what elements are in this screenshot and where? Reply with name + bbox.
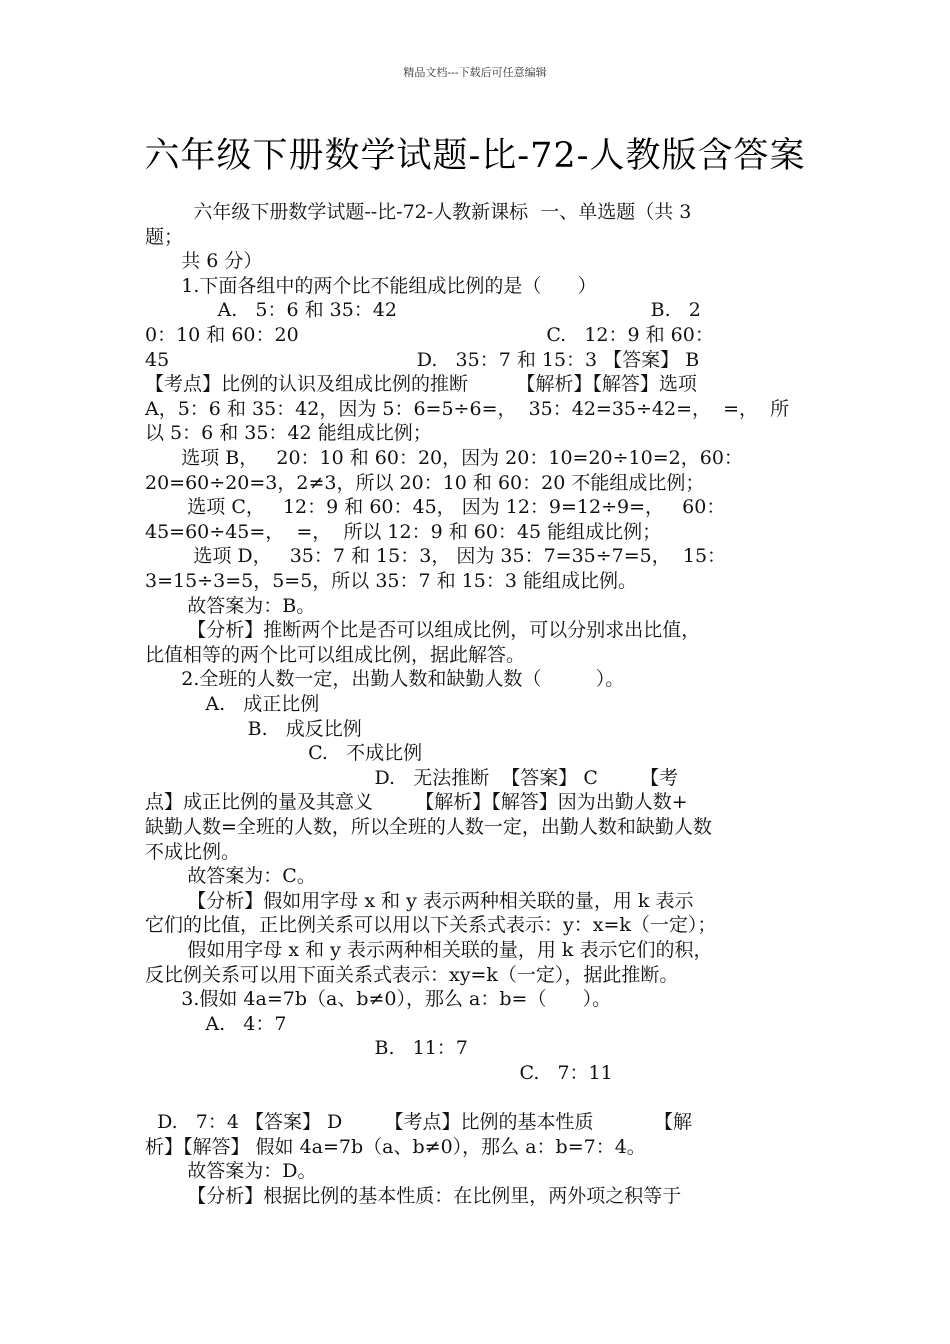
body-line: 故答案为：D。 bbox=[145, 1160, 317, 1183]
body-line: 题； bbox=[145, 225, 184, 248]
body-line: 点】成正比例的量及其意义 【解析】【解答】因为出勤人数+ bbox=[145, 791, 688, 814]
body-line: 析】【解答】 假如 4a=7b（a、b≠0），那么 a：b=7：4。 bbox=[145, 1135, 646, 1158]
body-line: B. 成反比例 bbox=[145, 717, 362, 740]
body-line: 以 5：6 和 35：42 能组成比例； bbox=[145, 422, 432, 445]
body-line: 3=15÷3=5，5=5，所以 35：7 和 15：3 能组成比例。 bbox=[145, 570, 637, 592]
body-line: 选项 B， 20：10 和 60：20，因为 20：10=20÷10=2，60： bbox=[145, 447, 743, 469]
body-line: 【考点】比例的认识及组成比例的推断 【解析】【解答】选项 bbox=[145, 373, 697, 396]
body-line: 反比例关系可以用下面关系式表示：xy=k（一定），据此推断。 bbox=[145, 963, 679, 986]
body-line: 【分析】假如用字母 x 和 y 表示两种相关联的量，用 k 表示 bbox=[145, 889, 694, 912]
body-line: 【分析】推断两个比是否可以组成比例，可以分别求出比值， bbox=[145, 619, 701, 642]
body-line: B. 11：7 bbox=[145, 1037, 468, 1060]
body-line: 六年级下册数学试题--比-72-人教新课标 一、单选题（共 3 bbox=[145, 201, 692, 223]
body-line: D. 7：4 【答案】 D 【考点】比例的基本性质 【解 bbox=[145, 1111, 692, 1134]
body-line: 选项 C， 12：9 和 60：45， 因为 12：9=12÷9=， 60： bbox=[145, 496, 726, 519]
body-line: 45 D. 35：7 和 15：3 【答案】 B bbox=[145, 348, 700, 371]
document-title: 六年级下册数学试题-比-72-人教版含答案 bbox=[144, 136, 806, 176]
body-line: 它们的比值，正比例关系可以用以下关系式表示：y：x=k（一定）； bbox=[145, 914, 717, 937]
body-line: 0：10 和 60：20 C. 12：9 和 60： bbox=[145, 324, 714, 346]
body-line: 1.下面各组中的两个比不能组成比例的是（ ） bbox=[145, 274, 597, 297]
body-line: 缺勤人数=全班的人数，所以全班的人数一定，出勤人数和缺勤人数 bbox=[145, 816, 712, 838]
body-line: 不成比例。 bbox=[145, 840, 241, 863]
body-line: 【分析】根据比例的基本性质：在比例里，两外项之积等于 bbox=[145, 1185, 682, 1207]
page-header: 精品文档---下载后可任意编辑 bbox=[403, 66, 547, 79]
body-line: 故答案为：C。 bbox=[145, 865, 316, 888]
body-line: C. 不成比例 bbox=[145, 742, 423, 765]
body-line: 20=60÷20=3，2≠3，所以 20：10 和 60：20 不能组成比例； bbox=[145, 471, 705, 494]
body-line: D. 无法推断 【答案】 C 【考 bbox=[145, 766, 679, 789]
body-line: A，5：6 和 35：42，因为 5：6=5÷6=， 35：42=35÷42=， =， 所 bbox=[145, 397, 790, 420]
body-line: 45=60÷45=， =， 所以 12：9 和 60：45 能组成比例； bbox=[145, 520, 662, 543]
body-line: 3.假如 4a=7b（a、b≠0），那么 a：b=（ ）。 bbox=[145, 988, 612, 1011]
body-line: A. 成正比例 bbox=[145, 693, 320, 715]
body-line: 共 6 分） bbox=[145, 250, 263, 273]
body-line: 选项 D， 35：7 和 15：3， 因为 35：7=35÷7=5， 15： bbox=[145, 545, 727, 568]
body-line: 故答案为：B。 bbox=[145, 594, 316, 617]
body-line: 比值相等的两个比可以组成比例，据此解答。 bbox=[145, 643, 526, 666]
body-line: A. 4：7 bbox=[145, 1012, 287, 1035]
body-line: 假如用字母 x 和 y 表示两种相关联的量，用 k 表示它们的积， bbox=[145, 939, 713, 961]
body-line: C. 7：11 bbox=[145, 1062, 613, 1084]
body-line: 2.全班的人数一定，出勤人数和缺勤人数（ ）。 bbox=[145, 668, 625, 691]
body-line: A. 5：6 和 35：42 B. 2 bbox=[145, 299, 701, 322]
